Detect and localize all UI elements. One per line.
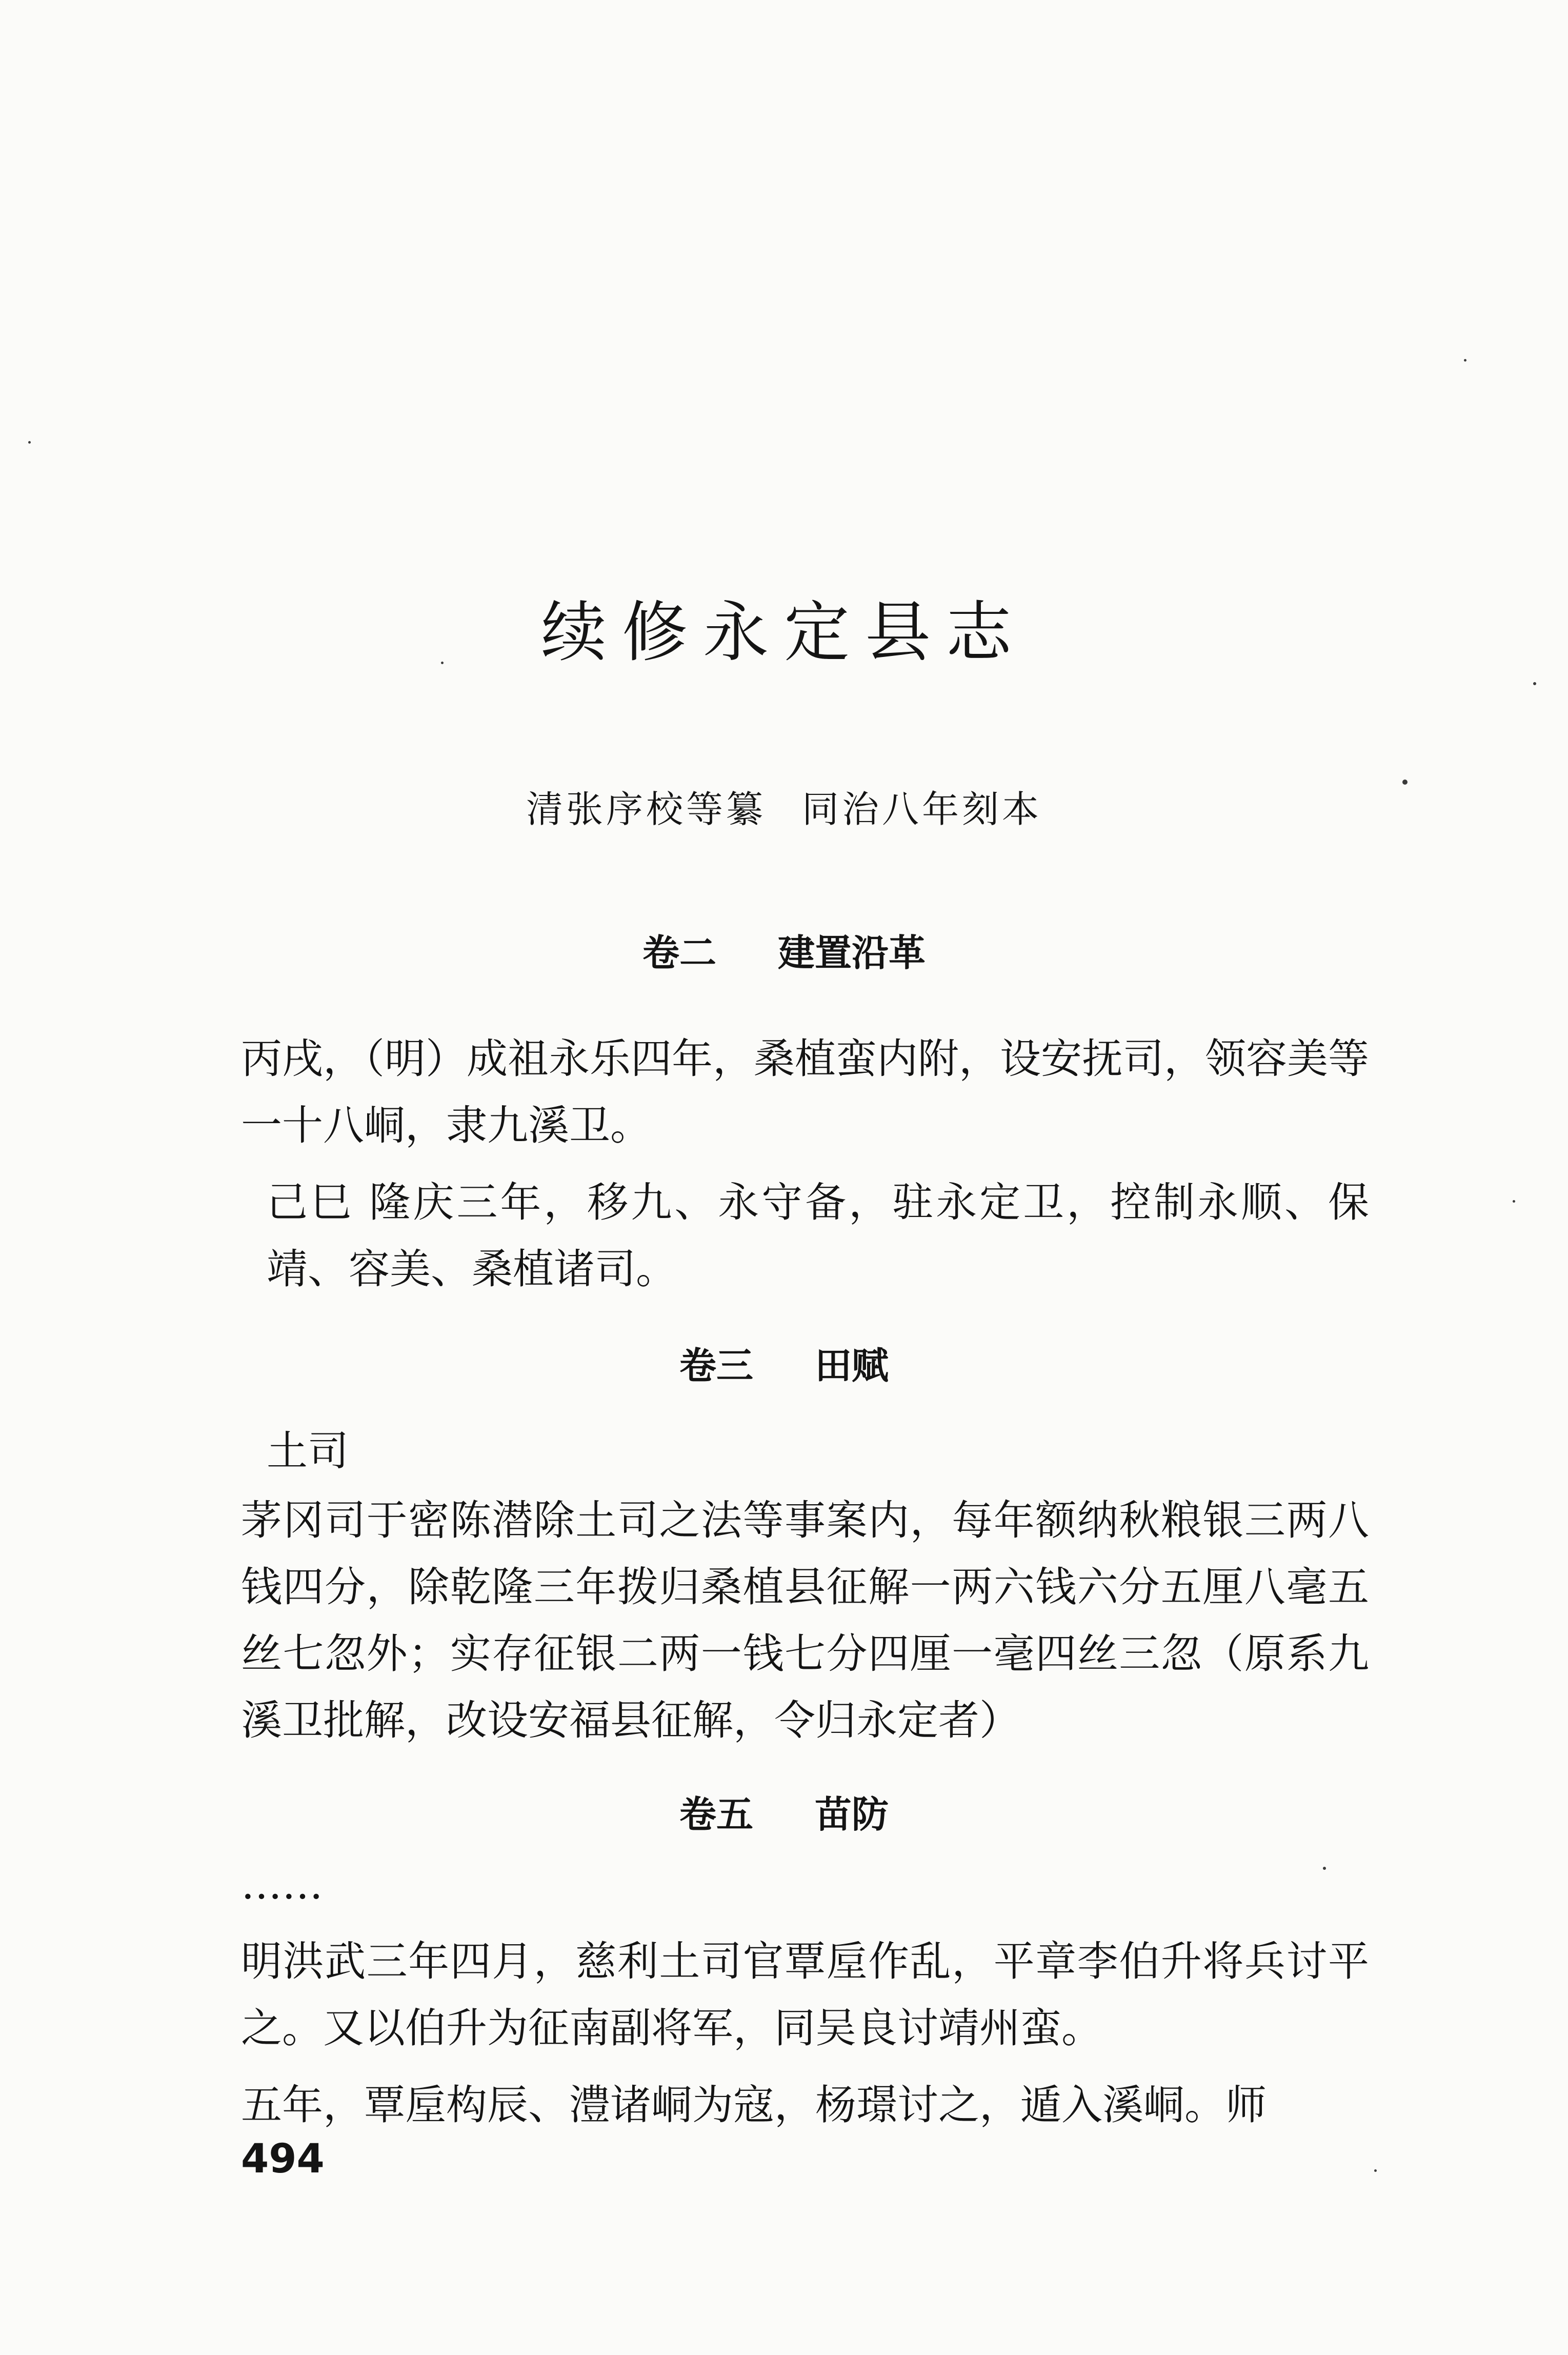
scan-speck [1402,780,1408,785]
scan-speck [1323,1867,1326,1870]
section-heading-vol3 [0,1336,1568,1389]
paragraph: 明洪武三年四月，慈利土司官覃垕作乱，平章李伯升将兵讨平之。又以伯升为征南副将军，同吴良讨靖州蛮。 [241,1938,1369,2052]
source-line [0,780,1568,833]
scan-speck [1513,1200,1515,1203]
paragraph: 丙戌，（明）成祖永乐四年，桑植蛮内附，设安抚司，领容美等一十八峒，隶九溪卫。 [241,1035,1369,1149]
topic-label: 建置沿革 [778,931,926,974]
compiler-credit: 清张序校等纂 [526,788,766,831]
scan-speck [1533,682,1536,685]
topic-label: 苗防 [815,1793,889,1836]
paragraph: 五年，覃垕构辰、澧诸峒为寇，杨璟讨之，遁入溪峒。师 [241,2081,1267,2129]
ellipsis-line: …… [241,1861,323,1908]
edition-note: 同治八年刻本 [802,788,1042,831]
topic-label: 田赋 [815,1344,889,1387]
section-heading-vol5 [0,1785,1568,1838]
volume-label: 卷三 [679,1344,753,1387]
volume-label: 卷五 [679,1793,753,1836]
scan-speck [28,441,31,444]
scan-speck [441,662,444,664]
volume-label: 卷二 [642,931,716,974]
paragraph: 己巳 隆庆三年，移九、永守备，驻永定卫，控制永顺、保靖、容美、桑植诸司。 [267,1179,1369,1293]
book-title: 续修永定县志 [540,594,1027,671]
section-heading-vol2 [0,923,1568,976]
scan-speck [1464,359,1466,362]
scan-speck [1374,2169,1377,2172]
page-number: 494 [241,2136,325,2182]
paragraph: 土司 [267,1427,349,1475]
paragraph: 茅冈司于密陈潜除土司之法等事案内，每年额纳秋粮银三两八钱四分，除乾隆三年拨归桑植县征解一两六钱六分五厘八毫五丝七忽外；实存征银二两一钱七分四厘一毫四丝三忽（原系九溪卫批解，改设安福县征解，令归永定者） [241,1496,1369,1744]
